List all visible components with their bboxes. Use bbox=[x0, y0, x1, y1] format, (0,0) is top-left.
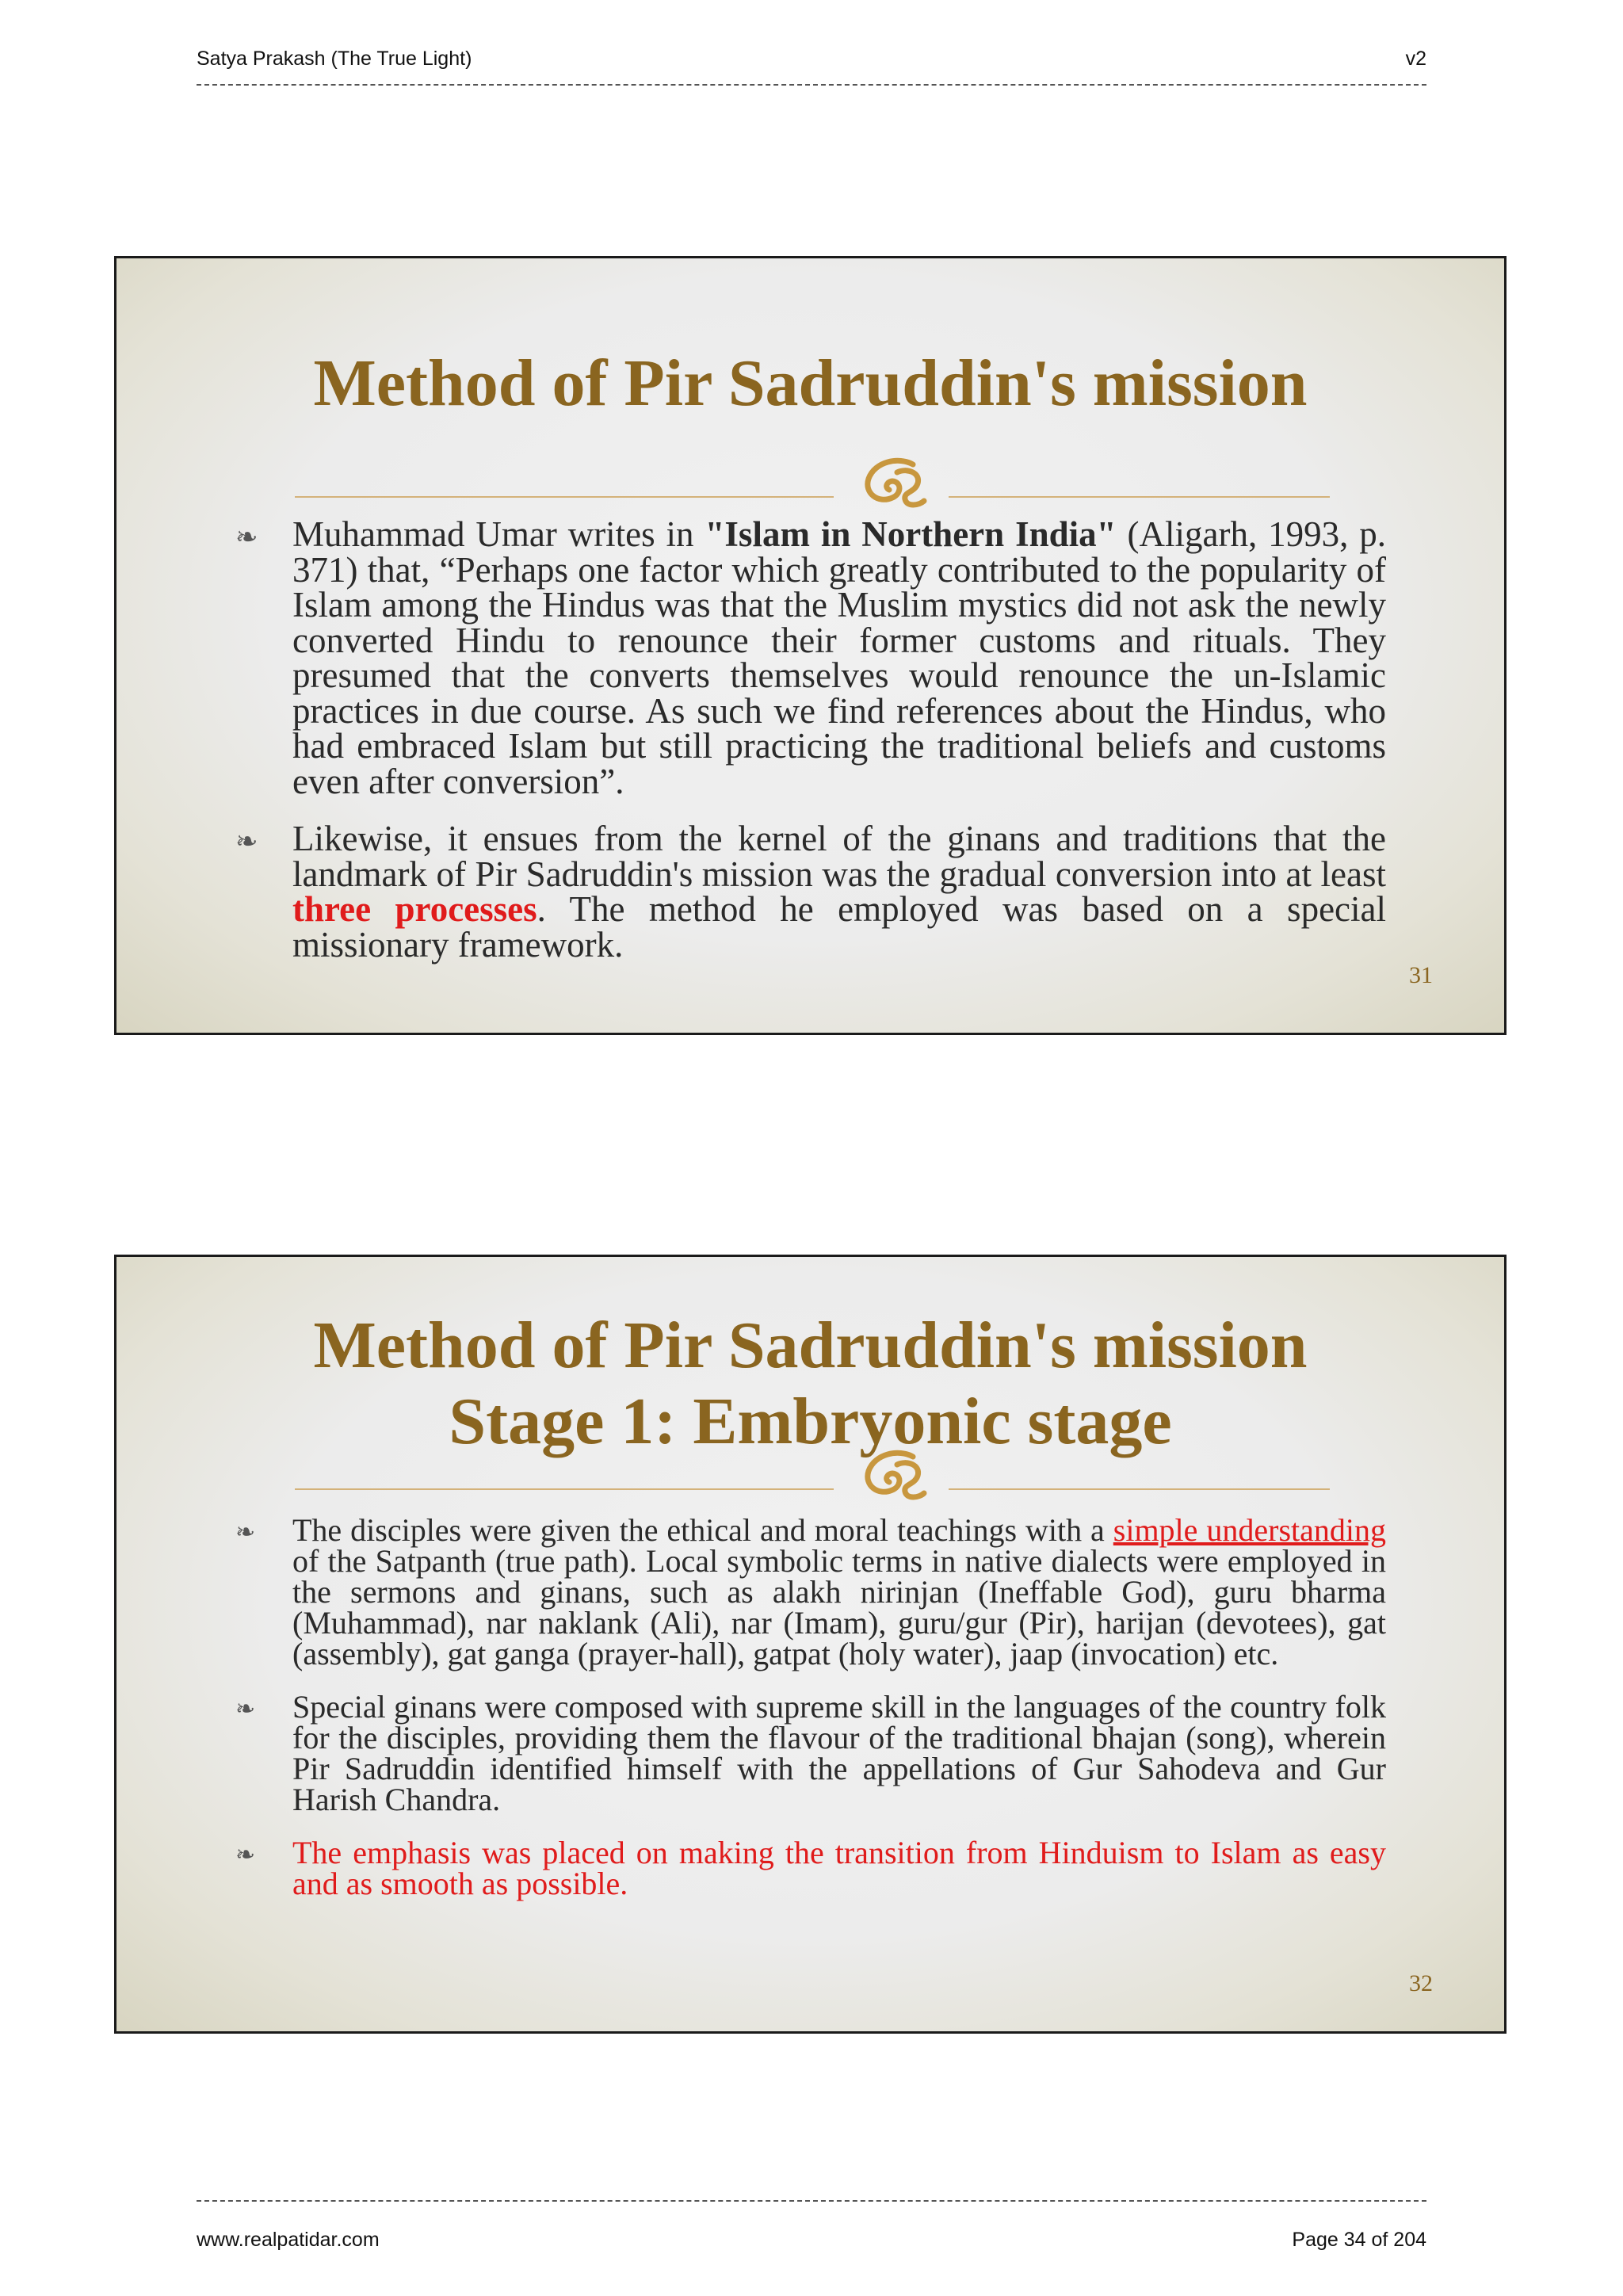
document-title: Satya Prakash (The True Light) bbox=[197, 48, 472, 70]
simple-understanding-link[interactable]: simple understanding bbox=[1113, 1512, 1387, 1548]
ornament-rule-left bbox=[295, 496, 834, 498]
slide-title bbox=[116, 1308, 1504, 1460]
bullet-text: Special ginans were composed with supreme skill in the languages of the country folk for the disciples, providing them the flavour of the traditional bhajan (song), wherein Pir Sadruddin identified himself with the appellations of Gur Sahodeva and Gur Harish Chandra. bbox=[292, 1689, 1386, 1817]
flourish-svg bbox=[857, 455, 929, 510]
slide-title-line2: Stage 1: Embryonic stage bbox=[449, 1385, 1172, 1458]
curly-ornament-icon: ❧ bbox=[235, 1519, 256, 1546]
slide-number: 32 bbox=[1409, 1970, 1433, 1996]
page-footer bbox=[197, 2195, 1426, 2251]
slide-32 bbox=[114, 1255, 1507, 2034]
curly-ornament-icon: ❧ bbox=[235, 1695, 256, 1723]
document-version: v2 bbox=[1405, 48, 1426, 70]
page-header bbox=[197, 48, 1426, 95]
curly-ornament-icon: ❧ bbox=[235, 521, 258, 553]
flourish-icon bbox=[826, 455, 960, 522]
bullet-list bbox=[235, 514, 1503, 984]
page-indicator: Page 34 of 204 bbox=[1292, 2229, 1426, 2251]
bullet-text: of the Satpanth (true path). Local symbolic terms in native dialects were employed in the sermons and ginans, such as alakh nirinjan (Ineffable God), guru bharma (Muhammad), nar naklank (Ali), nar (Imam), guru/gur (Pir), harijan (devotees), gat (assembly), gat ganga (prayer-hall), gatpat (holy water), jaap (invocation) etc. bbox=[292, 1543, 1386, 1671]
bullet-list bbox=[235, 1512, 1503, 1921]
curly-ornament-icon: ❧ bbox=[235, 826, 258, 858]
highlighted-phrase: three processes bbox=[292, 889, 537, 929]
ornament-rule-right bbox=[949, 496, 1330, 498]
book-title: "Islam in Northern India" bbox=[705, 514, 1117, 554]
bullet-item bbox=[235, 514, 1386, 801]
bullet-text: The emphasis was placed on making the transition from Hinduism to Islam as easy and as smooth as possible. bbox=[292, 1835, 1386, 1901]
slide-31 bbox=[114, 256, 1507, 1035]
bullet-item bbox=[235, 1837, 1386, 1899]
header-divider bbox=[197, 84, 1426, 87]
slide-number: 31 bbox=[1409, 962, 1433, 988]
slide-title bbox=[116, 346, 1504, 422]
bullet-item bbox=[235, 1691, 1386, 1815]
bullet-item bbox=[235, 819, 1386, 965]
bullet-text: (Aligarh, 1993, p. 371) that, “Perhaps one factor which greatly contributed to the popularity of Islam among the Hindus was that the Muslim mystics did not ask the newly converted Hindu to renounce their former customs and rituals. They presumed that the converts themselves would renounce the un-Islamic practices in due course. As such we find references about the Hindus, who had embraced Islam but still practicing the traditional beliefs and customs even after conversion”. bbox=[292, 514, 1386, 801]
slide-title-text: Method of Pir Sadruddin's mission bbox=[313, 346, 1308, 420]
flourish-svg bbox=[857, 1447, 929, 1503]
curly-ornament-icon: ❧ bbox=[235, 1841, 256, 1869]
website-link[interactable]: www.realpatidar.com bbox=[197, 2229, 380, 2251]
bullet-text: Likewise, it ensues from the kernel of the ginans and traditions that the landmark of Pir Sadruddin's mission was the gradual conversion into at least bbox=[292, 819, 1386, 894]
bullet-text: . The method he employed was based on a special missionary framework. bbox=[292, 889, 1386, 965]
flourish-icon bbox=[826, 1447, 960, 1515]
bullet-item bbox=[235, 1512, 1387, 1671]
slide-title-line1: Method of Pir Sadruddin's mission bbox=[313, 1308, 1308, 1382]
ornament-rule-left bbox=[295, 1488, 834, 1490]
ornament-rule-right bbox=[949, 1488, 1330, 1490]
bullet-text: The disciples were given the ethical and moral teachings with a bbox=[292, 1512, 1113, 1548]
bullet-text: Muhammad Umar writes in bbox=[292, 514, 705, 554]
footer-divider bbox=[197, 2200, 1426, 2203]
title-ornament bbox=[116, 1469, 1504, 1517]
